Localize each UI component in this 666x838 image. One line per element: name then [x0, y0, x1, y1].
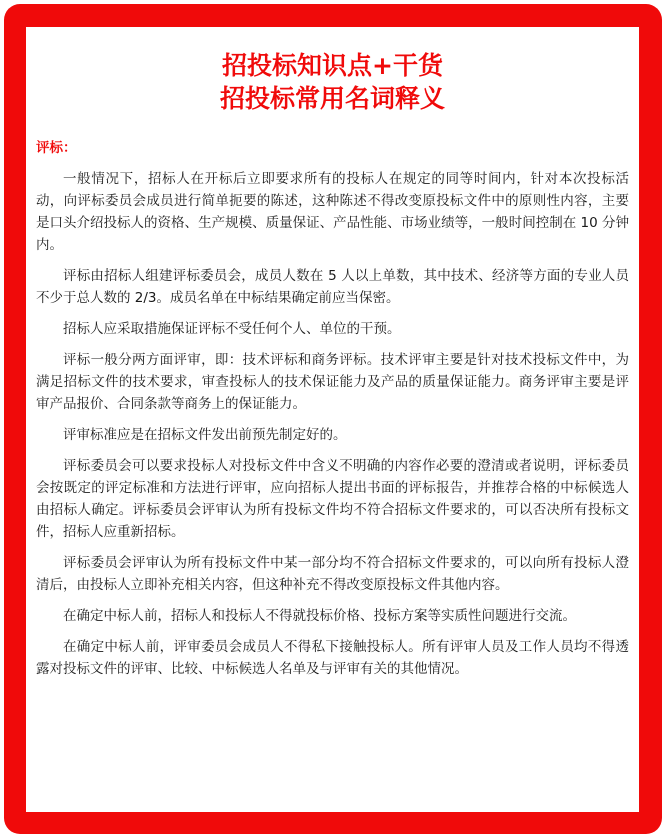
paragraph-3: 招标人应采取措施保证评标不受任何个人、单位的干预。: [63, 321, 401, 337]
document-sheet: [26, 27, 639, 812]
title-line-2: 招投标常用名词释义: [219, 84, 445, 113]
paragraph-8: 在确定中标人前，招标人和投标人不得就投标价格、投标方案等实质性问题进行交流。: [63, 608, 576, 624]
paragraph-9: 在确定中标人前，评审委员会成员人不得私下接触投标人。所有评审人员及工作人员均不得透露对投标文件的评审、比较、中标候选人名单及与评审有关的其他情况。: [36, 639, 629, 677]
paragraph-7: 评标委员会评审认为所有投标文件中某一部分均不符合招标文件要求的，可以向所有投标人澄清后，由投标人立即补充相关内容，但这种补充不得改变原投标文件其他内容。: [36, 555, 629, 593]
paragraph-5: 评审标准应是在招标文件发出前预先制定好的。: [63, 427, 347, 443]
body-text: [36, 168, 629, 680]
section-label: 评标：: [36, 140, 77, 156]
paragraph-4: 评标一般分两方面评审，即：技术评标和商务评标。技术评审主要是针对技术投标文件中，为满足招标文件的技术要求，审查投标人的技术保证能力及产品的质量保证能力。商务评审主要是评审产品报价、合同条款等商务上的保证能力。: [36, 352, 629, 412]
paragraph-1: 一般情况下，招标人在开标后立即要求所有的投标人在规定的同等时间内，针对本次投标活动，向评标委员会成员进行简单扼要的陈述，这种陈述不得改变原投标文件中的原则性内容，主要是口头介绍投标人的资格、生产规模、质量保证、产品性能、市场业绩等，一般时间控制在 10 分钟内。: [36, 171, 629, 253]
paragraph-6: 评标委员会可以要求投标人对投标文件中含义不明确的内容作必要的澄清或者说明，评标委员会按既定的评定标准和方法进行评审，应向招标人提出书面的评标报告，并推荐合格的中标候选人由招标人确定。评标委员会评审认为所有投标文件均不符合招标文件要求的，可以否决所有投标文件，招标人应重新招标。: [36, 458, 629, 540]
title-line-1: 招投标知识点+干货: [222, 51, 443, 80]
paragraph-2: 评标由招标人组建评标委员会，成员人数在 5 人以上单数，其中技术、经济等方面的专业人员不少于总人数的 2/3。成员名单在中标结果确定前应当保密。: [36, 268, 629, 306]
